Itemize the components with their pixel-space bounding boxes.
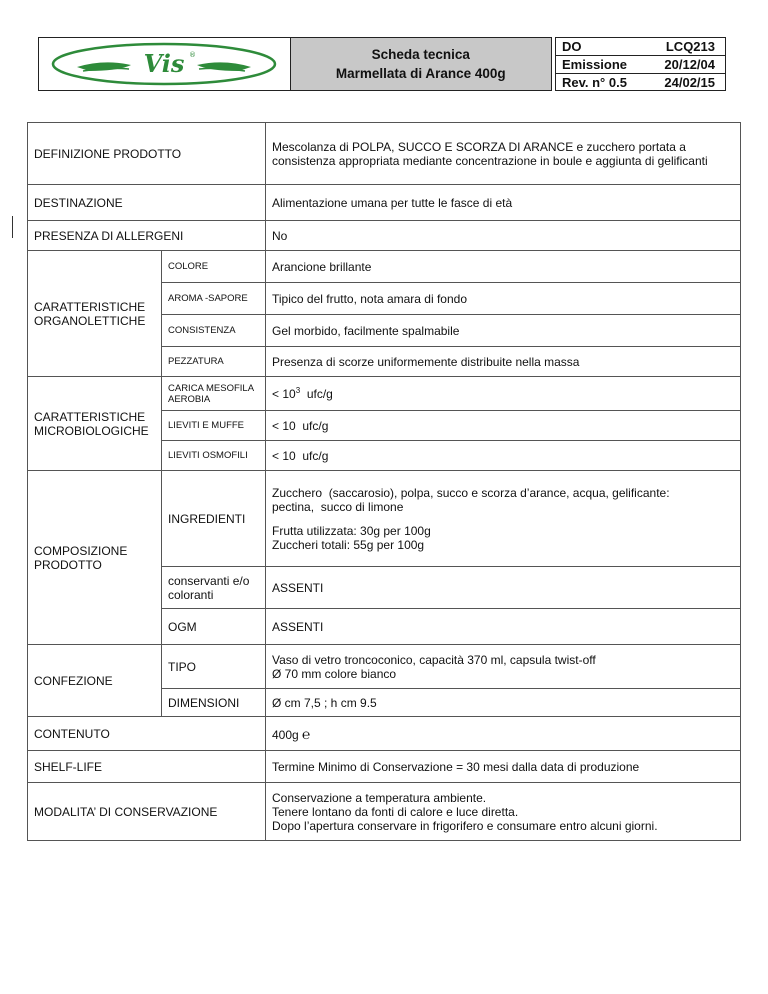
logo-registered: ®: [189, 51, 197, 59]
sub-value: [266, 377, 741, 411]
row-destinazione: [28, 185, 741, 221]
zuccheri-totali: Zuccheri totali: 55g per 100g: [272, 537, 425, 552]
value-shelf-life: Termine Minimo di Conservazione = 30 mesi dalla data di produzione: [266, 751, 741, 783]
estimated-sign-icon: ℮: [302, 725, 311, 742]
value-pre: < 10: [272, 387, 296, 401]
revision-marker: [12, 216, 13, 238]
vis-logo: [49, 41, 279, 87]
label-contenuto: CONTENUTO: [28, 717, 266, 751]
value-allergeni: No: [266, 221, 741, 251]
spec-table: [27, 122, 741, 841]
doc-info-box: [555, 37, 726, 91]
label-microbiologiche: [28, 377, 162, 471]
value-conservazione: [266, 783, 741, 841]
doc-row: [556, 56, 725, 74]
sub-value: Ø cm 7,5 ; h cm 9.5: [266, 689, 741, 717]
sub-label: DIMENSIONI: [162, 689, 266, 717]
sub-value: Arancione brillante: [266, 251, 741, 283]
label-confezione: CONFEZIONE: [28, 645, 162, 717]
value-exponent: 3: [295, 386, 301, 395]
sub-label: LIEVITI OSMOFILI: [162, 441, 266, 471]
contenuto-value: 400g: [272, 727, 299, 742]
row-ingredienti: [28, 471, 741, 567]
doc-value: 24/02/15: [664, 75, 715, 90]
doc-row: [556, 74, 725, 91]
title-box: [291, 37, 552, 91]
doc-label: Rev. n° 0.5: [562, 75, 627, 90]
tipo-line: Vaso di vetro troncoconico, capacità 370 ml, capsula twist-off: [272, 652, 596, 667]
title-line-2: Marmellata di Arance 400g: [335, 66, 506, 81]
label-conservazione: MODALITA’ DI CONSERVAZIONE: [28, 783, 266, 841]
doc-label: Emissione: [562, 57, 628, 72]
sub-label: LIEVITI E MUFFE: [162, 411, 266, 441]
logo-box: [38, 37, 291, 91]
label-line: PRODOTTO: [34, 557, 102, 572]
sub-label-line: AEROBIA: [168, 393, 211, 405]
sub-label-line: coloranti: [168, 587, 214, 602]
label-shelf-life: SHELF-LIFE: [28, 751, 266, 783]
label-destinazione: DESTINAZIONE: [28, 185, 266, 221]
sub-label: TIPO: [162, 645, 266, 689]
label-line: CARATTERISTICHE: [34, 299, 146, 314]
label-composizione: [28, 471, 162, 645]
label-organolettiche: [28, 251, 162, 377]
row-conservazione: [28, 783, 741, 841]
sub-label-line: conservanti e/o: [168, 573, 250, 588]
row-allergeni: [28, 221, 741, 251]
doc-label: DO: [562, 39, 582, 54]
sub-label: AROMA -SAPORE: [162, 283, 266, 315]
label-definizione: DEFINIZIONE PRODOTTO: [28, 123, 266, 185]
sub-label: CONSISTENZA: [162, 315, 266, 347]
conservazione-line: Dopo l’apertura conservare in frigorifero e consumare entro alcuni giorni.: [272, 818, 658, 833]
sub-value: Presenza di scorze uniformemente distribuite nella massa: [266, 347, 741, 377]
doc-row: [556, 38, 725, 56]
sub-value: ASSENTI: [266, 567, 741, 609]
conservazione-line: Conservazione a temperatura ambiente.: [272, 790, 487, 805]
logo-text: Vis: [143, 49, 185, 78]
row-contenuto: [28, 717, 741, 751]
ingredienti-line: pectina, succo di limone: [272, 499, 404, 514]
label-line: ORGANOLETTICHE: [34, 313, 146, 328]
doc-value: LCQ213: [665, 39, 715, 54]
value-destinazione: Alimentazione umana per tutte le fasce di età: [266, 185, 741, 221]
ingredienti-line: Zucchero (saccarosio), polpa, succo e scorza d’arance, acqua, gelificante:: [272, 485, 670, 500]
conservazione-line: Tenere lontano da fonti di calore e luce diretta.: [272, 804, 519, 819]
label-line: MICROBIOLOGICHE: [34, 423, 149, 438]
sub-label: INGREDIENTI: [162, 471, 266, 567]
value-unit: ufc/g: [300, 387, 333, 401]
value-definizione: Mescolanza di POLPA, SUCCO E SCORZA DI ARANCE e zucchero portata a consistenza appropriata mediante concentrazione in boule e aggiunta di gelificanti: [266, 123, 741, 185]
row-carica-mesofila: [28, 377, 741, 411]
sub-label: PEZZATURA: [162, 347, 266, 377]
sub-value: < 10 ufc/g: [266, 411, 741, 441]
frutta-utilizzata: Frutta utilizzata: 30g per 100g: [272, 523, 431, 538]
row-tipo: [28, 645, 741, 689]
tipo-line: Ø 70 mm colore bianco: [272, 666, 397, 681]
row-shelf-life: [28, 751, 741, 783]
sub-label: OGM: [162, 609, 266, 645]
sub-label-line: CARICA MESOFILA: [168, 382, 255, 394]
sub-value: Tipico del frutto, nota amara di fondo: [266, 283, 741, 315]
document-header: [38, 37, 726, 91]
label-line: COMPOSIZIONE: [34, 543, 128, 558]
sub-label: COLORE: [162, 251, 266, 283]
label-line: CARATTERISTICHE: [34, 409, 146, 424]
sub-label: [162, 567, 266, 609]
sub-label: [162, 377, 266, 411]
sub-value: Gel morbido, facilmente spalmabile: [266, 315, 741, 347]
doc-value: 20/12/04: [664, 57, 715, 72]
sub-value: < 10 ufc/g: [266, 441, 741, 471]
value-contenuto: [266, 717, 741, 751]
sub-value: [266, 471, 741, 567]
row-definizione: [28, 123, 741, 185]
label-allergeni: PRESENZA DI ALLERGENI: [28, 221, 266, 251]
title-line-1: Scheda tecnica: [371, 47, 470, 62]
sub-value: [266, 645, 741, 689]
sub-value: ASSENTI: [266, 609, 741, 645]
row-colore: [28, 251, 741, 283]
